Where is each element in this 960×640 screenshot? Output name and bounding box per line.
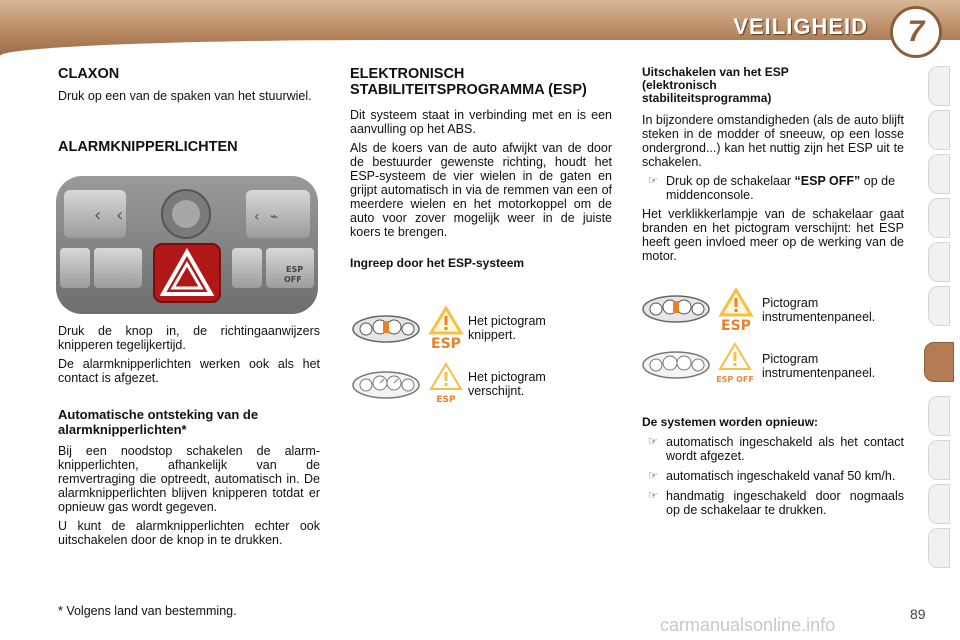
page-number: 89 — [910, 606, 926, 622]
pic1-caption-wrap — [468, 314, 588, 342]
pointer-icon: ☞ — [648, 490, 658, 502]
esp-text-2: Als de koers van de auto afwijkt van de door de bestuurder gewenste richting, houdt het ESP-systeem de vier wielen in de gaten en grijpt automatisch in via de remmen van een of meerdere wielen en het motorkoppel om de auto voor zover mogelijk weer in de juiste koers te brengen. — [350, 141, 612, 239]
systems-reset-section — [642, 416, 904, 517]
chapter-thumb-tabs — [928, 66, 950, 576]
chapter-number-badge: 7 — [890, 6, 942, 58]
chapter-tab[interactable] — [928, 66, 950, 106]
chapter-title: VEILIGHEID — [733, 14, 868, 39]
svg-text:‹: ‹ — [94, 205, 102, 226]
svg-text:⌁: ⌁ — [270, 209, 279, 225]
reset-bullet-1 — [642, 435, 904, 463]
pic2-caption-wrap — [468, 370, 588, 398]
svg-text:ESP OFF: ESP OFF — [716, 375, 754, 384]
pic3-caption-wrap — [762, 296, 902, 324]
chapter-tab[interactable] — [928, 154, 950, 194]
pointer-icon: ☞ — [648, 436, 658, 448]
svg-text:ESP: ESP — [436, 395, 456, 405]
reset-bullet-3 — [642, 489, 904, 517]
esp-warning-icon-blinking — [428, 306, 464, 350]
chapter-tab[interactable] — [928, 528, 950, 568]
chapter-tab[interactable] — [928, 242, 950, 282]
chapter-tab-active[interactable] — [924, 342, 954, 382]
chapter-tab[interactable] — [928, 198, 950, 238]
svg-text:ESP: ESP — [286, 265, 304, 274]
svg-text:ESP: ESP — [721, 318, 751, 332]
pictogram-blinks-caption: Het pictogram knippert. — [468, 314, 546, 342]
svg-text:ESP: ESP — [431, 336, 461, 350]
chapter-tab[interactable] — [928, 484, 950, 524]
claxon-text: Druk op een van de spaken van het stuurwiel. — [58, 89, 312, 103]
esp-text-1: Dit systeem staat in verbinding met en is een aanvulling op het ABS. — [350, 108, 612, 136]
systems-reset-heading: De systemen worden opnieuw: — [642, 415, 819, 429]
reset-bullet-text: automatisch ingeschakeld als het contact wordt afgezet. — [666, 435, 904, 463]
svg-text:‹: ‹ — [116, 205, 124, 226]
alarm-text-2: De alarmknipperlichten werken ook als het contact is afgezet. — [58, 357, 320, 385]
auto-alarm-text-1: Bij een noodstop schakelen de alarm-knipperlichten, afhankelijk van de remvertraging die optreedt, automatisch in. De alarmknipperlichten blijven knipperen totdat er opnieuw gas wordt gegeven. — [58, 444, 320, 514]
esp-warning-icon — [718, 288, 754, 332]
watermark: carmanualsonline.info — [660, 615, 836, 635]
reset-bullet-2 — [642, 469, 904, 483]
esp-warning-icon-steady — [428, 362, 464, 406]
instrument-pictogram-caption-2: Pictogram instrumentenpaneel. — [762, 352, 876, 380]
alarm-heading: ALARMKNIPPERLICHTEN — [58, 139, 238, 155]
reset-bullet-text: handmatig ingeschakeld door nogmaals op de schakelaar te drukken. — [666, 489, 904, 517]
chapter-header — [0, 0, 960, 56]
bullet-text-pre: Druk op de schakelaar — [666, 174, 795, 188]
bullet-text-post: op de middenconsole. — [666, 174, 896, 202]
column-left — [58, 66, 320, 155]
esp-disable-heading: Uitschakelen van het ESP (elektronisch stabiliteitsprogramma) — [642, 65, 789, 105]
pointer-icon: ☞ — [648, 470, 658, 482]
auto-alarm-text-2: U kunt de alarmknipperlichten echter ook uitschakelen door de knop in te drukken. — [58, 519, 320, 547]
esp-disable-bullet — [642, 174, 904, 202]
esp-off-warning-icon — [712, 342, 758, 386]
alarm-text-1: Druk de knop in, de richtingaanwijzers knipperen tegelijkertijd. — [58, 324, 320, 352]
column-right — [642, 66, 904, 263]
hazard-switch-photo — [56, 176, 318, 314]
pointer-icon: ☞ — [648, 175, 658, 187]
column-middle — [350, 66, 612, 270]
instrument-panel-icon — [352, 314, 420, 344]
esp-intervention-heading: Ingreep door het ESP-systeem — [350, 256, 525, 270]
esp-heading: ELEKTRONISCH STABILITEITSPROGRAMMA (ESP) — [350, 66, 587, 98]
esp-disable-text-1: In bijzondere omstandigheden (als de auto blijft steken in de modder of sneeuw, op een losse ondergrond...) kan het nuttig zijn het ESP uit te schakelen. — [642, 113, 904, 169]
reset-bullet-text: automatisch ingeschakeld vanaf 50 km/h. — [666, 469, 896, 483]
header-swoosh — [0, 40, 960, 56]
pic4-caption-wrap — [762, 352, 902, 380]
esp-disable-text-2: Het verklikkerlampje van de schakelaar gaat branden en het pictogram verschijnt: het ESP heeft geen invloed meer op de werking van de motor. — [642, 207, 904, 263]
svg-text:‹: ‹ — [254, 209, 260, 225]
chapter-tab[interactable] — [928, 286, 950, 326]
instrument-panel-icon — [642, 350, 710, 380]
esp-off-button-name: “ESP OFF” — [794, 174, 861, 188]
instrument-panel-icon — [642, 294, 710, 324]
footnote: * Volgens land van bestemming. — [58, 604, 237, 618]
instrument-pictogram-caption-1: Pictogram instrumentenpaneel. — [762, 296, 876, 324]
instrument-panel-icon — [352, 370, 420, 400]
svg-text:OFF: OFF — [284, 275, 302, 284]
chapter-tab[interactable] — [928, 110, 950, 150]
column-left-lower — [58, 324, 320, 547]
chapter-tab[interactable] — [928, 440, 950, 480]
chapter-tab[interactable] — [928, 396, 950, 436]
pictogram-appears-caption: Het pictogram verschijnt. — [468, 370, 546, 398]
auto-alarm-heading: Automatische ontsteking van de alarmknipperlichten* — [58, 407, 259, 437]
claxon-heading: CLAXON — [58, 66, 120, 82]
